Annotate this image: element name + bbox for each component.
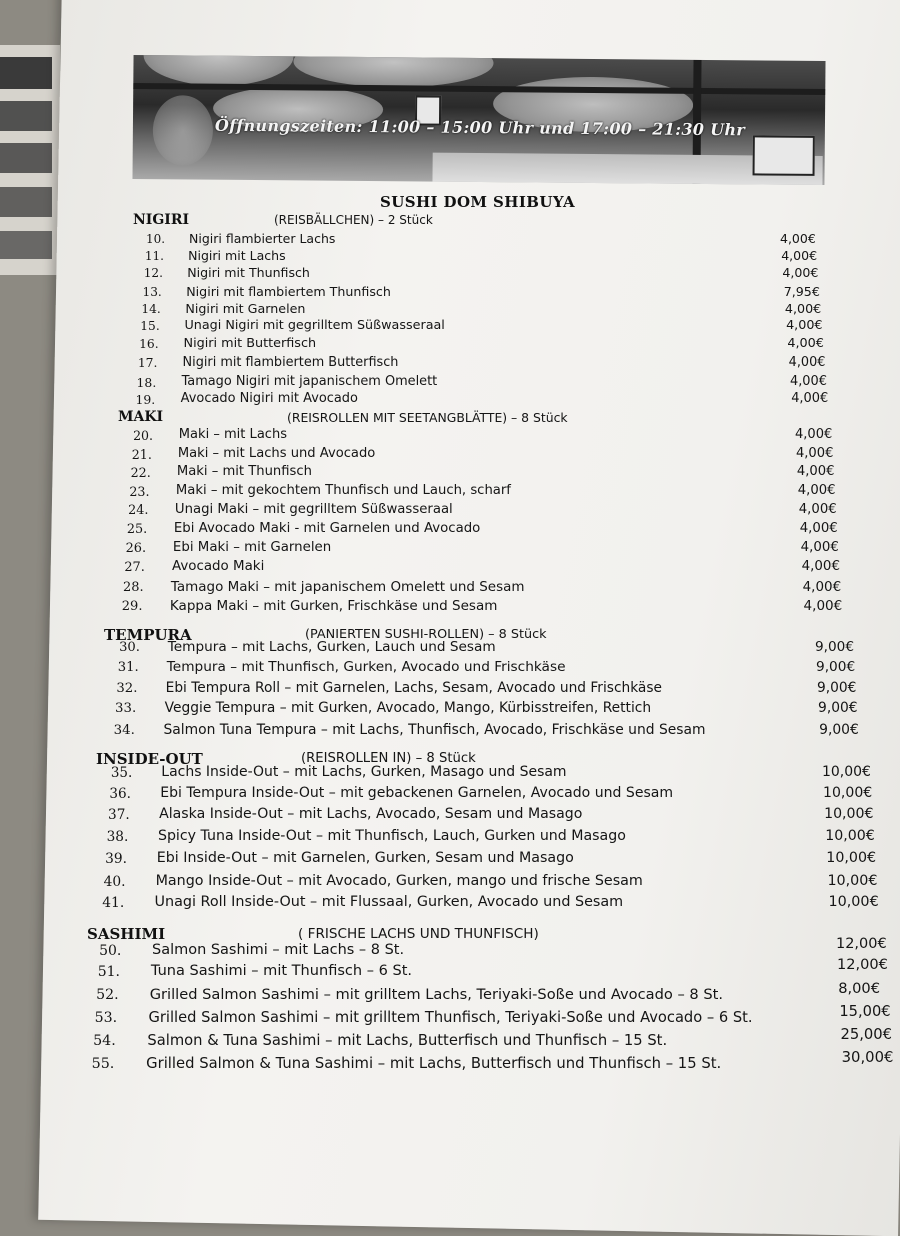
item-name: Ebi Tempura Inside-Out – mit gebackenen Garnelen, Avocado und Sesam <box>160 785 674 801</box>
item-number: 22. <box>130 465 151 480</box>
lantern-icon <box>753 135 815 176</box>
restaurant-title: SUSHI DOM SHIBUYA <box>380 193 576 211</box>
item-price: 4,00€ <box>795 427 833 442</box>
item-number: 35. <box>110 765 133 781</box>
restaurant-photo-banner <box>132 55 825 185</box>
item-price: 4,00€ <box>797 483 836 498</box>
item-price: 4,00€ <box>800 540 839 555</box>
item-name: Grilled Salmon Sashimi – mit grilltem Lachs, Teriyaki-Soße und Avocado – 8 St. <box>149 986 723 1003</box>
item-number: 29. <box>121 599 143 614</box>
item-price: 9,00€ <box>815 639 855 655</box>
opening-hours: Öffnungszeiten: 11:00 – 15:00 Uhr und 17:00 – 21:30 Uhr <box>214 115 746 140</box>
item-name: Lachs Inside-Out – mit Lachs, Gurken, Masago und Sesam <box>161 764 567 780</box>
item-number: 17. <box>137 356 158 370</box>
item-name: Alaska Inside-Out – mit Lachs, Avocado, Sesam und Masago <box>159 806 583 822</box>
item-number: 15. <box>140 319 160 333</box>
item-number: 14. <box>141 302 161 316</box>
item-name: Salmon & Tuna Sashimi – mit Lachs, Butterfisch und Thunfisch – 15 St. <box>147 1032 668 1049</box>
section-title: TEMPURA <box>104 626 192 644</box>
item-name: Unagi Nigiri mit gegrilltem Süßwasseraal <box>184 318 445 333</box>
item-price: 4,00€ <box>784 301 822 316</box>
item-number: 20. <box>133 428 153 443</box>
item-number: 11. <box>144 249 165 263</box>
item-price: 4,00€ <box>787 336 824 351</box>
item-price: 4,00€ <box>791 391 829 406</box>
item-name: Nigiri mit flambiertem Thunfisch <box>186 284 391 299</box>
item-number: 28. <box>123 580 144 595</box>
section-note: (REISROLLEN IN) – 8 Stück <box>301 751 476 766</box>
section-note: (REISROLLEN MIT SEETANGBLÄTTE) – 8 Stück <box>287 410 568 425</box>
item-number: 16. <box>139 337 159 351</box>
item-name: Nigiri mit Thunfisch <box>187 265 310 280</box>
item-number: 32. <box>116 681 138 696</box>
item-name: Maki – mit Thunfisch <box>176 464 312 479</box>
item-number: 13. <box>142 285 162 299</box>
section-note: (PANIERTEN SUSHI-ROLLEN) – 8 Stück <box>305 627 547 642</box>
item-price: 9,00€ <box>819 722 859 738</box>
item-name: Grilled Salmon & Tuna Sashimi – mit Lachs, Butterfisch und Thunfisch – 15 St. <box>146 1055 722 1072</box>
item-price: 7,95€ <box>783 284 820 299</box>
item-name: Salmon Sashimi – mit Lachs – 8 St. <box>152 942 405 958</box>
item-price: 9,00€ <box>816 659 856 675</box>
item-price: 25,00€ <box>840 1026 893 1043</box>
item-price: 10,00€ <box>824 806 874 822</box>
item-number: 26. <box>125 541 147 556</box>
item-name: Maki – mit Lachs und Avocado <box>177 446 376 461</box>
item-number: 12. <box>143 266 163 280</box>
item-price: 12,00€ <box>837 957 888 973</box>
item-price: 10,00€ <box>828 894 879 910</box>
item-number: 53. <box>94 1010 118 1026</box>
section-title: SASHIMI <box>87 925 166 943</box>
item-number: 41. <box>102 895 125 911</box>
item-price: 10,00€ <box>823 785 873 801</box>
item-number: 40. <box>103 874 126 890</box>
background-bar <box>0 187 52 217</box>
item-name: Ebi Tempura Roll – mit Garnelen, Lachs, Sesam, Avocado und Frischkäse <box>165 680 662 696</box>
item-price: 4,00€ <box>799 521 838 536</box>
item-number: 19. <box>135 392 156 407</box>
fan-decoration <box>153 95 214 166</box>
item-number: 52. <box>96 987 119 1003</box>
item-number: 39. <box>105 851 127 867</box>
umbrella-decoration <box>143 55 294 86</box>
item-number: 50. <box>99 943 122 959</box>
item-name: Maki – mit Lachs <box>178 427 288 442</box>
item-number: 23. <box>129 484 150 499</box>
item-name: Tempura – mit Lachs, Gurken, Lauch und Sesam <box>167 639 496 655</box>
item-name: Salmon Tuna Tempura – mit Lachs, Thunfisch, Avocado, Frischkäse und Sesam <box>163 722 706 738</box>
item-number: 34. <box>113 723 135 738</box>
item-price: 10,00€ <box>822 764 871 780</box>
item-number: 55. <box>91 1056 115 1072</box>
item-name: Nigiri mit flambiertem Butterfisch <box>182 355 399 370</box>
section-title: INSIDE-OUT <box>96 750 203 768</box>
item-name: Tamago Maki – mit japanischem Omelett und Sesam <box>170 579 525 595</box>
item-name: Maki – mit gekochtem Thunfisch und Lauch, scharf <box>175 483 511 498</box>
item-name: Unagi Maki – mit gegrilltem Süßwasseraal <box>174 502 453 517</box>
section-note: (REISBÄLLCHEN) – 2 Stück <box>274 213 433 227</box>
item-price: 9,00€ <box>817 680 857 696</box>
item-name: Nigiri flambierter Lachs <box>189 231 336 246</box>
item-name: Unagi Roll Inside-Out – mit Flussaal, Gurken, Avocado und Sesam <box>154 894 624 910</box>
item-name: Tuna Sashimi – mit Thunfisch – 6 St. <box>150 963 413 979</box>
item-price: 4,00€ <box>786 318 823 333</box>
item-name: Nigiri mit Garnelen <box>185 301 306 316</box>
item-price: 4,00€ <box>782 265 819 280</box>
section-title: NIGIRI <box>133 212 190 228</box>
item-number: 36. <box>109 786 131 802</box>
background-bar <box>0 101 52 131</box>
item-price: 4,00€ <box>798 502 837 517</box>
item-price: 4,00€ <box>788 355 826 370</box>
item-price: 30,00€ <box>841 1049 894 1066</box>
item-number: 33. <box>115 701 137 716</box>
item-name: Ebi Maki – mit Garnelen <box>172 540 332 555</box>
item-name: Ebi Avocado Maki - mit Garnelen und Avocado <box>173 521 481 536</box>
item-price: 4,00€ <box>790 374 827 389</box>
item-price: 4,00€ <box>781 248 818 263</box>
item-price: 15,00€ <box>839 1003 891 1020</box>
item-name: Nigiri mit Butterfisch <box>183 336 317 351</box>
item-name: Avocado Nigiri mit Avocado <box>180 391 358 406</box>
item-price: 4,00€ <box>795 446 834 461</box>
item-price: 8,00€ <box>838 980 881 997</box>
background-bar <box>0 143 52 173</box>
item-name: Tempura – mit Thunfisch, Gurken, Avocado und Frischkäse <box>166 659 566 675</box>
item-name: Grilled Salmon Sashimi – mit grilltem Thunfisch, Teriyaki-Soße und Avocado – 6 St. <box>148 1009 753 1026</box>
item-number: 54. <box>93 1033 116 1049</box>
menu-paper <box>38 0 900 1236</box>
item-price: 4,00€ <box>803 598 843 614</box>
umbrella-decoration <box>293 55 493 88</box>
section-note: ( FRISCHE LACHS UND THUNFISCH) <box>298 926 539 942</box>
item-number: 37. <box>108 807 130 823</box>
item-name: Veggie Tempura – mit Gurken, Avocado, Mango, Kürbisstreifen, Rettich <box>164 700 652 716</box>
item-price: 9,00€ <box>818 700 858 716</box>
item-name: Mango Inside-Out – mit Avocado, Gurken, mango und frische Sesam <box>155 873 643 889</box>
item-price: 4,00€ <box>796 464 835 479</box>
item-name: Avocado Maki <box>171 559 265 574</box>
item-price: 4,00€ <box>801 559 840 574</box>
background-bar <box>0 57 52 89</box>
background-sheet <box>0 45 60 275</box>
item-name: Ebi Inside-Out – mit Garnelen, Gurken, Sesam und Masago <box>156 850 574 866</box>
item-name: Tamago Nigiri mit japanischem Omelett <box>181 374 438 389</box>
item-name: Nigiri mit Lachs <box>188 248 286 263</box>
item-number: 30. <box>119 640 140 655</box>
item-number: 18. <box>136 375 157 390</box>
item-number: 25. <box>126 522 148 537</box>
item-number: 27. <box>124 560 145 575</box>
item-number: 51. <box>97 964 121 980</box>
item-number: 21. <box>131 447 152 462</box>
item-name: Spicy Tuna Inside-Out – mit Thunfisch, Lauch, Gurken und Masago <box>157 828 626 844</box>
item-price: 4,00€ <box>780 231 816 246</box>
item-number: 24. <box>128 503 149 518</box>
item-price: 10,00€ <box>826 850 877 866</box>
background-bar <box>0 231 52 259</box>
item-number: 38. <box>106 829 129 845</box>
item-name: Kappa Maki – mit Gurken, Frischkäse und Sesam <box>169 598 498 614</box>
item-number: 31. <box>117 660 139 675</box>
item-number: 10. <box>146 232 166 246</box>
item-price: 10,00€ <box>827 873 878 889</box>
item-price: 12,00€ <box>836 936 887 952</box>
item-price: 4,00€ <box>802 579 842 595</box>
item-price: 10,00€ <box>825 828 875 844</box>
section-title: MAKI <box>118 409 164 425</box>
